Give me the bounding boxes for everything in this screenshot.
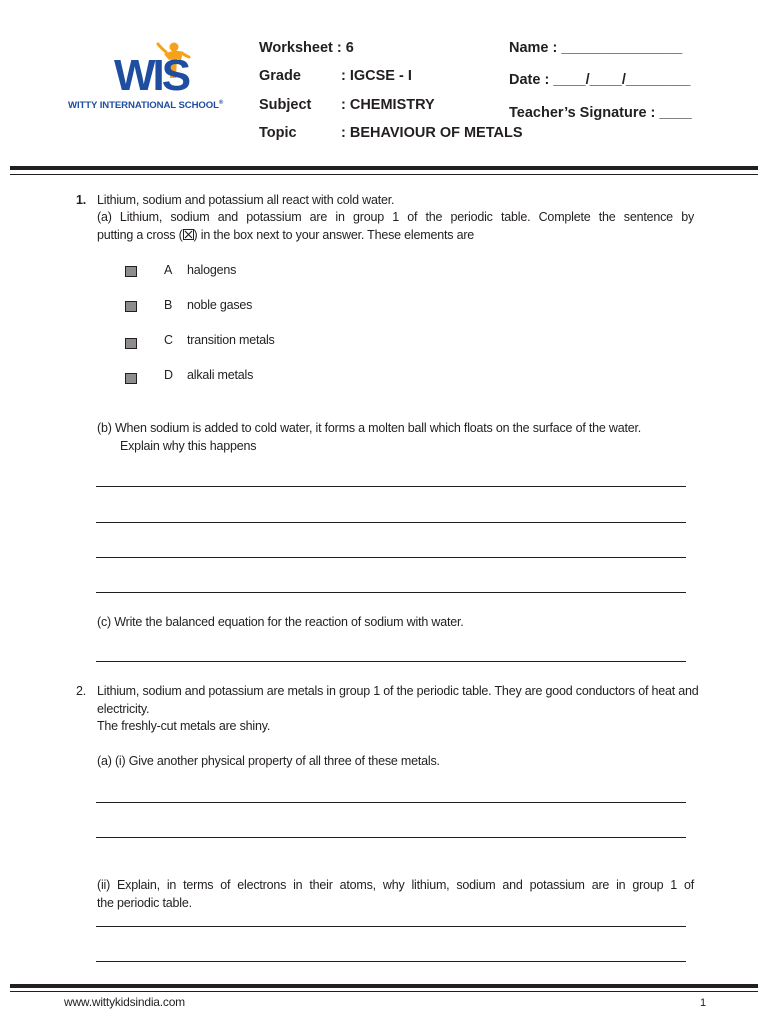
option-d-letter: D (164, 368, 173, 382)
topic-label: Topic (259, 125, 297, 141)
teacher-signature-field[interactable]: Teacher’s Signature : ____ (509, 105, 692, 121)
q1-number: 1. (76, 193, 87, 207)
q2-line1: Lithium, sodium and potassium are metals in group 1 of the periodic table. They are good conductors of heat and (97, 684, 699, 698)
answer-line[interactable] (96, 486, 686, 487)
footer-divider-thin (10, 991, 758, 992)
footer-divider (10, 984, 758, 988)
option-c-checkbox[interactable] (125, 338, 137, 349)
registered-mark: ® (218, 100, 224, 106)
q1a-line1: (a) Lithium, sodium and potassium are in group 1 of the periodic table. Complete the sentence by (97, 210, 694, 224)
subject-label: Subject (259, 97, 312, 113)
crossed-box-icon (183, 229, 194, 240)
q1c-line: (c) Write the balanced equation for the reaction of sodium with water. (97, 615, 464, 629)
option-c-letter: C (164, 333, 173, 347)
worksheet-number: Worksheet : 6 (259, 40, 354, 56)
header-divider (10, 166, 758, 170)
date-field[interactable]: Date : ____/____/________ (509, 72, 691, 88)
answer-line[interactable] (96, 837, 686, 838)
answer-line[interactable] (96, 522, 686, 523)
grade-value: : IGCSE - I (341, 68, 412, 84)
answer-line[interactable] (96, 557, 686, 558)
topic-value: : BEHAVIOUR OF METALS (341, 125, 523, 141)
option-d-text: alkali metals (187, 368, 254, 382)
q1b-line1: (b) When sodium is added to cold water, it forms a molten ball which floats on the surface of the water. (97, 421, 642, 435)
q1a-line2-before: putting a cross ( (97, 228, 183, 242)
answer-line[interactable] (96, 592, 686, 593)
option-b-checkbox[interactable] (125, 301, 137, 312)
header-divider-thin (10, 174, 758, 175)
option-a-text: halogens (187, 263, 237, 277)
school-logo (68, 38, 248, 118)
q2-line2: electricity. (97, 702, 150, 716)
name-field[interactable]: Name : _______________ (509, 40, 683, 56)
grade-label: Grade (259, 68, 301, 84)
option-a-checkbox[interactable] (125, 266, 137, 277)
q2-line3: The freshly-cut metals are shiny. (97, 719, 271, 733)
answer-line[interactable] (96, 802, 686, 803)
answer-line[interactable] (96, 961, 686, 962)
q2-number: 2. (76, 684, 87, 698)
q1a-line2-after: ) in the box next to your answer. These elements are (193, 228, 475, 242)
q2a-ii-line2: the periodic table. (97, 896, 192, 910)
option-d-checkbox[interactable] (125, 373, 137, 384)
page-number: 1 (700, 997, 706, 1009)
option-c-text: transition metals (187, 333, 275, 347)
answer-line[interactable] (96, 661, 686, 662)
subject-value: : CHEMISTRY (341, 97, 435, 113)
q2a-i: (a) (i) Give another physical property of all three of these metals. (97, 754, 440, 768)
school-name (68, 100, 223, 111)
q1b-line2: Explain why this happens (120, 439, 257, 453)
school-name-text: WITTY INTERNATIONAL SCHOOL (68, 100, 219, 112)
option-b-letter: B (164, 298, 173, 312)
answer-line[interactable] (96, 926, 686, 927)
option-a-letter: A (164, 263, 173, 277)
q2a-ii-line1: (ii) Explain, in terms of electrons in their atoms, why lithium, sodium and potassium are in group 1 of (97, 878, 694, 892)
logo-letters: WIS (114, 51, 189, 100)
q1a-line2 (97, 228, 474, 242)
footer-website[interactable]: www.wittykidsindia.com (64, 995, 185, 1009)
q1-intro: Lithium, sodium and potassium all react with cold water. (97, 193, 395, 207)
option-b-text: noble gases (187, 298, 253, 312)
